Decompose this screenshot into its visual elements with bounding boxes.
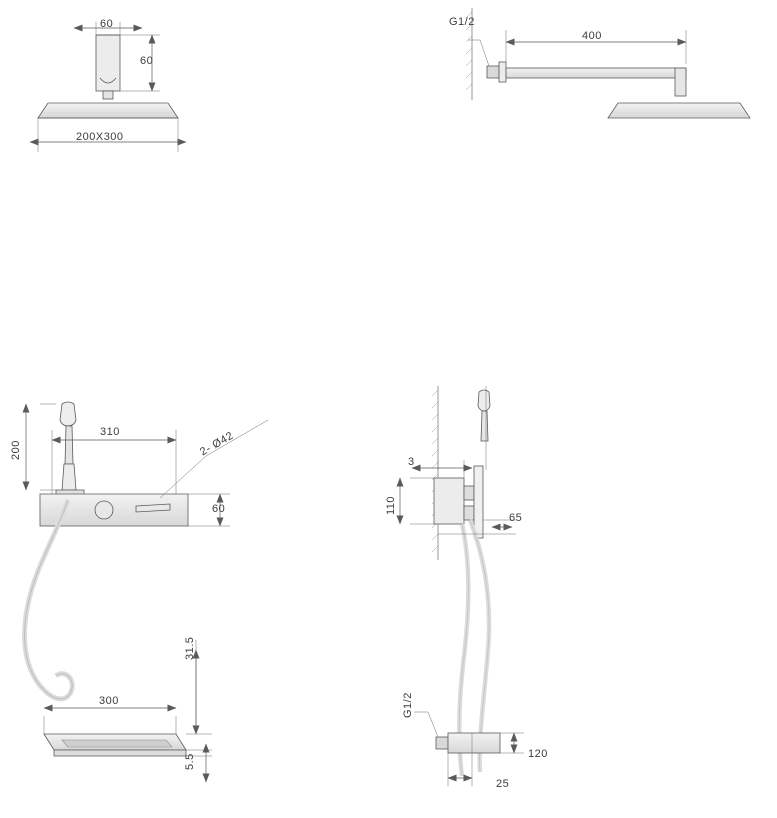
dim-arm-height: 60 — [140, 55, 154, 67]
dim-outlet-thread: G1/2 — [402, 692, 414, 718]
dim-handset-height: 200 — [10, 440, 22, 460]
view-outlet-detail — [414, 712, 524, 786]
view-shower-arm-side — [466, 8, 750, 118]
dim-shelf-thickness: 5.5 — [184, 753, 196, 770]
dim-head-size: 200X300 — [76, 131, 124, 143]
dim-body-height: 60 — [212, 503, 226, 515]
dim-shelf-height: 31.5 — [184, 636, 196, 660]
dim-shelf-width: 300 — [99, 695, 119, 707]
view-valve-section — [400, 386, 516, 776]
dim-outlet-offset: 25 — [496, 778, 510, 790]
view-valve-front — [25, 402, 268, 699]
dim-arm-length: 400 — [582, 30, 602, 42]
dim-mounting-holes: 2- Ø42 — [198, 429, 236, 459]
dim-wall-offset: 3 — [408, 456, 415, 468]
dim-body-length: 310 — [100, 426, 120, 438]
dim-inlet-thread: G1/2 — [449, 16, 475, 28]
dim-outlet-length: 120 — [528, 748, 548, 760]
dim-projection: 65 — [509, 512, 523, 524]
dim-body-depth: 110 — [385, 495, 397, 515]
dim-arm-width: 60 — [100, 18, 114, 30]
